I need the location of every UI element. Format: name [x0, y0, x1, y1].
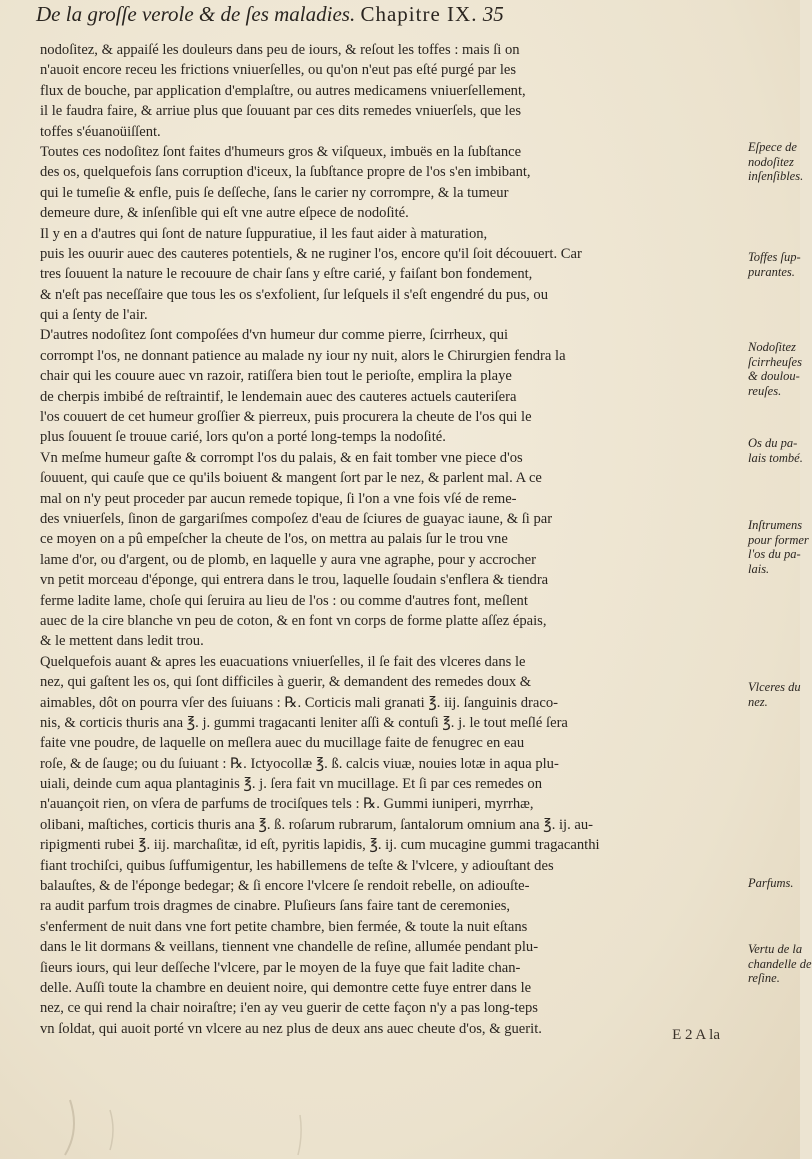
margin-note: Toffes ſup- purantes.	[748, 250, 801, 279]
text-line: lame d'or, ou d'argent, ou de plomb, en laquelle y aura vne agraphe, pour y accrocher	[40, 551, 536, 568]
text-line: D'autres nodoſitez ſont compoſées d'vn humeur dur comme pierre, ſcirrheux, qui	[40, 327, 509, 344]
text-line: vn petit morceau d'éponge, qui entrera dans le trou, laquelle ſoudain s'enflera & tiendra	[40, 572, 549, 589]
text-line: il le faudra faire, & arriue plus que ſouuant par ces dits remedes vniuerſels, que les	[40, 103, 522, 120]
bleed-through-marks	[0, 1040, 800, 1159]
text-line: vn ſoldat, qui auoit porté vn vlcere au nez plus de deux ans auec cheute d'os, & guerit.	[40, 1020, 542, 1037]
text-line: nis, & corticis thuris ana ℥. j. gummi tragacanti leniter aſſi & contuſi ℥. j. le tout meſlé ſera	[40, 714, 568, 731]
text-line: ſieurs iours, qui leur deſſeche l'vlcere, par le moyen de la fuye que fait ladite chan-	[40, 959, 521, 976]
margin-note: Nodoſitez ſcirrheuſes & doulou- reuſes.	[748, 340, 802, 398]
text-line: de cherpis imbibé de reſtraintif, le lendemain auec des cauteres actuels cauteriſera	[40, 388, 517, 405]
text-line: des vniuerſels, ſinon de gargariſmes compoſez d'eau de ſciures de guayac iaune, & ſi par	[40, 510, 553, 527]
text-line: flux de bouche, par application d'emplaſtre, ou autres medicamens vniuerſellement,	[40, 82, 526, 99]
text-line: n'auoit encore receu les frictions vniuerſelles, ou qu'on n'eut pas eſté purgé par les	[40, 62, 517, 79]
text-line: & n'eſt pas neceſſaire que tous les os s'exfolient, ſur leſquels il s'eſt engendré du pus, ou	[40, 286, 549, 303]
text-line: ce moyen on a pû empeſcher la cheute de l'os, on mettra au palais ſur le trou vne	[40, 531, 508, 548]
text-line: olibani, maſtiches, corticis thuris ana ℥. ß. roſarum rubrarum, ſantalorum omnium ana ℥. ij. au-	[40, 816, 594, 833]
text-line: plus ſouuent ſe trouue carié, lors qu'on a porté long-temps la nodoſité.	[40, 429, 446, 446]
text-line: demeure dure, & inſenſible qui eſt vne autre eſpece de nodoſité.	[40, 205, 409, 222]
catchword: E 2 A la	[672, 1027, 720, 1043]
body-text	[40, 40, 740, 1039]
text-line: n'auançoit rien, on vſera de parfums de trociſques tels : ℞. Gummi iuniperi, myrrhæ,	[40, 796, 534, 813]
text-line: puis les ouurir auec des cauteres potentiels, & ne ruginer l'os, encore qu'il ſoit découuert. Car	[40, 245, 582, 262]
text-line: Toutes ces nodoſitez ſont faites d'humeurs gros & viſqueux, imbuës en la ſubſtance	[40, 143, 522, 160]
text-line: s'enferment de nuit dans vne fort petite chambre, bien fermée, & toute la nuit eſtans	[40, 918, 528, 935]
text-line: mal on n'y peut proceder par aucun remede topique, ſi l'on a vne fois vſé de reme-	[40, 490, 517, 507]
page-number: 35	[482, 2, 504, 26]
text-line: Il y en a d'autres qui ſont de nature ſuppuratiue, il les faut aider à maturation,	[40, 225, 488, 242]
text-line: delle. Auſſi toute la chambre en deuient noire, qui demontre cette fuye entrer dans le	[40, 979, 532, 996]
text-line: roſe, & de ſauge; ou du ſuiuant : ℞. Ictyocollæ ℥. ß. calcis viuæ, nouies lotæ in aqua plu-	[40, 755, 559, 772]
chapter-label: Chapitre IX.	[360, 2, 478, 26]
text-line: dans le lit dormans & veillans, tiennent vne chandelle de reſine, allumée pendant plu-	[40, 939, 539, 956]
margin-note: Os du pa- lais tombé.	[748, 436, 803, 465]
text-line: ra audit parfum trois dragmes de cinabre. Pluſieurs ſans faire tant de ceremonies,	[40, 898, 511, 915]
text-line: ferme ladite lame, choſe qui ſeruira au lieu de l'os : ou comme d'autres font, meſlent	[40, 592, 528, 609]
text-line: faite vne poudre, de laquelle on meſlera auec du mucillage faite de fenugrec en eau	[40, 735, 525, 752]
text-line: fiant trochiſci, quibus ſuffumigentur, les habillemens de teſte & l'vlcere, y adiouſtant des	[40, 857, 554, 874]
text-line: balauſtes, & de l'éponge bedegar; & ſi encore l'vlcere ſe rendoit rebelle, on adiouſte-	[40, 878, 530, 895]
text-line: uiali, deinde cum aqua plantaginis ℥. j. ſera fait vn mucillage. Et ſi par ces remedes on	[40, 776, 543, 793]
text-line: Quelquefois auant & apres les euacuations vniuerſelles, il ſe fait des vlceres dans le	[40, 653, 526, 670]
text-line: qui le tumeſie & enfle, puis ſe deſſeche, ſans le carier ny corrompre, & la tumeur	[40, 184, 509, 201]
text-line: toffes s'éuanoüiſſent.	[40, 123, 161, 140]
running-header	[36, 2, 776, 36]
margin-note: Parfums.	[748, 876, 794, 890]
text-line: nodoſitez, & appaiſé les douleurs dans peu de iours, & reſout les toffes : mais ſi on	[40, 42, 520, 58]
text-line: corrompt l'os, ne donnant patience au malade ny iour ny nuit, alors le Chirurgien fendra la	[40, 347, 566, 364]
text-line: des os, quelquefois ſans corruption d'iceux, la ſubſtance propre de l'os s'en imbibant,	[40, 164, 531, 181]
text-line: & le mettent dans ledit trou.	[40, 633, 204, 650]
margin-note: Eſpece de nodoſitez inſenſibles.	[748, 140, 804, 183]
text-line: chair qui les couure auec vn razoir, ratiſſera bien tout le perioſte, emplira la playe	[40, 368, 512, 385]
running-title: De la groſſe verole & de ſes maladies.	[36, 2, 356, 26]
text-line: ripigmenti rubei ℥. iij. marchaſitæ, id eſt, pyritis lapidis, ℥. ij. cum mucagine gummi tragacanthi	[40, 837, 600, 854]
margin-note: Vertu de la chandelle de reſine.	[748, 942, 812, 985]
text-line: l'os couuert de cet humeur groſſier & pierreux, puis procurera la cheute de l'os qui le	[40, 409, 532, 426]
margin-note: Vlceres du nez.	[748, 680, 801, 709]
text-line: qui a ſenty de l'air.	[40, 307, 148, 324]
text-line: aimables, dôt on pourra vſer des ſuiuans : ℞. Corticis mali granati ℥. iij. ſanguinis draco-	[40, 694, 558, 711]
text-line: nez, qui gaſtent les os, qui ſont difficiles à guerir, & demandent des remedes doux &	[40, 674, 532, 691]
text-line: auec de la cire blanche vn peu de coton, & en font vn corps de forme platte aſſez épais,	[40, 612, 547, 629]
text-line: Vn meſme humeur gaſte & corrompt l'os du palais, & en fait tomber vne piece d'os	[40, 449, 523, 466]
text-line: ſouuent, qui cauſe que ce qu'ils boiuent & mangent ſort par le nez, & parlent mal. A ce	[40, 470, 542, 487]
text-line: tres ſouuent la nature le recouure de chair ſans y eſtre carié, y faiſant bon fondement,	[40, 266, 533, 283]
margin-note: Inſtrumens pour former l'os du pa- lais.	[748, 518, 809, 576]
text-line: nez, ce qui rend la chair noiraſtre; i'en ay veu guerir de cette façon n'y a pas long-teps	[40, 1000, 538, 1017]
